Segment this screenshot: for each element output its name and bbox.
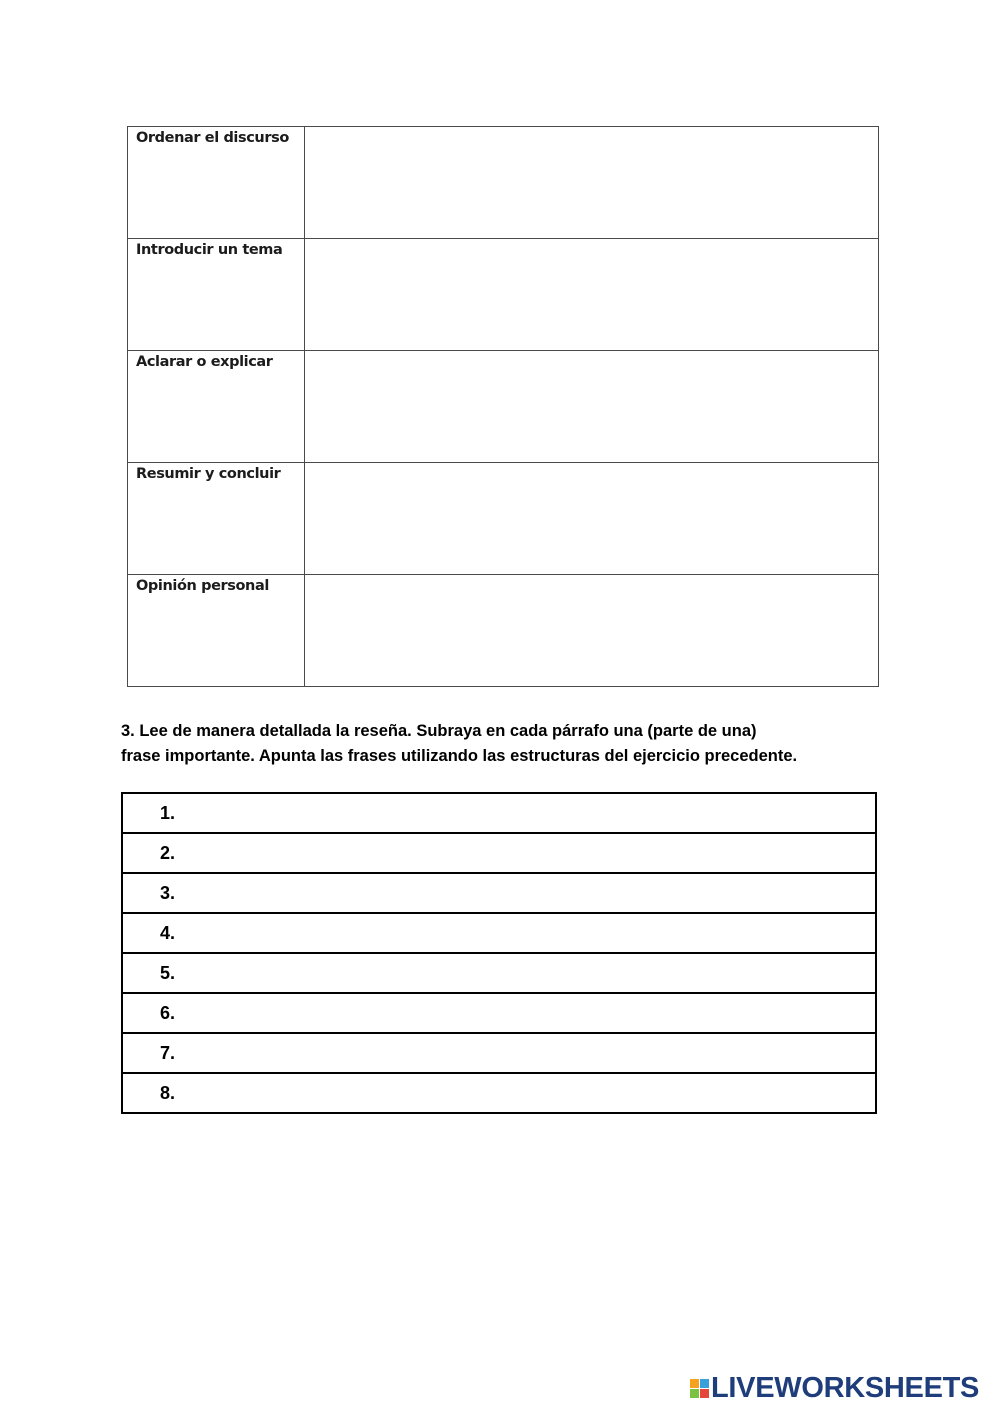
structure-row-resumir <box>128 463 879 575</box>
answer-field[interactable] <box>122 873 876 913</box>
answer-number: 7. <box>160 1042 176 1063</box>
answer-field[interactable] <box>122 1033 876 1073</box>
structure-label: Aclarar o explicar <box>136 354 273 370</box>
structures-table <box>127 126 879 687</box>
answer-number: 6. <box>160 1002 176 1023</box>
liveworksheets-logo-icon <box>690 1379 709 1398</box>
structure-answer-field[interactable] <box>305 351 879 463</box>
structure-label-cell <box>128 127 305 239</box>
answer-number: 1. <box>160 802 176 823</box>
answer-field[interactable] <box>122 793 876 833</box>
instruction-line-2: frase importante. Apunta las frases utilizando las estructuras del ejercicio precedente. <box>121 746 798 765</box>
answer-number: 4. <box>160 922 176 943</box>
instruction-line-1: 3. Lee de manera detallada la reseña. Subraya en cada párrafo una (parte de una) <box>121 722 757 740</box>
answer-number: 8. <box>160 1082 176 1103</box>
structure-answer-field[interactable] <box>305 463 879 575</box>
answer-field[interactable] <box>122 833 876 873</box>
answer-number: 5. <box>160 962 176 983</box>
answer-row <box>122 833 876 873</box>
structure-answer-field[interactable] <box>305 575 879 687</box>
structure-row-introducir <box>128 239 879 351</box>
liveworksheets-brand[interactable] <box>690 1371 979 1405</box>
structure-label: Ordenar el discurso <box>136 130 289 146</box>
logo-tile <box>700 1379 709 1388</box>
structure-label-cell <box>128 239 305 351</box>
answer-row <box>122 873 876 913</box>
answer-row <box>122 1033 876 1073</box>
answer-row <box>122 1073 876 1113</box>
structure-label-cell <box>128 575 305 687</box>
answer-number: 3. <box>160 882 176 903</box>
structure-row-opinion <box>128 575 879 687</box>
logo-tile <box>690 1389 699 1398</box>
structure-label-cell <box>128 463 305 575</box>
answer-row <box>122 953 876 993</box>
structure-row-aclarar <box>128 351 879 463</box>
exercise-3-instruction <box>121 719 911 768</box>
answer-field[interactable] <box>122 1073 876 1113</box>
structure-answer-field[interactable] <box>305 239 879 351</box>
brand-name: LIVEWORKSHEETS <box>711 1371 980 1404</box>
answer-row <box>122 793 876 833</box>
answer-row <box>122 913 876 953</box>
answers-table <box>121 792 877 1114</box>
answer-field[interactable] <box>122 993 876 1033</box>
structure-label-cell <box>128 351 305 463</box>
answer-row <box>122 993 876 1033</box>
answer-number: 2. <box>160 842 176 863</box>
structure-label: Introducir un tema <box>136 242 283 258</box>
answer-field[interactable] <box>122 953 876 993</box>
logo-tile <box>700 1389 709 1398</box>
structure-row-ordenar <box>128 127 879 239</box>
logo-tile <box>690 1379 699 1388</box>
structure-label: Resumir y concluir <box>136 466 281 482</box>
structure-answer-field[interactable] <box>305 127 879 239</box>
structure-label: Opinión personal <box>136 578 269 594</box>
answer-field[interactable] <box>122 913 876 953</box>
